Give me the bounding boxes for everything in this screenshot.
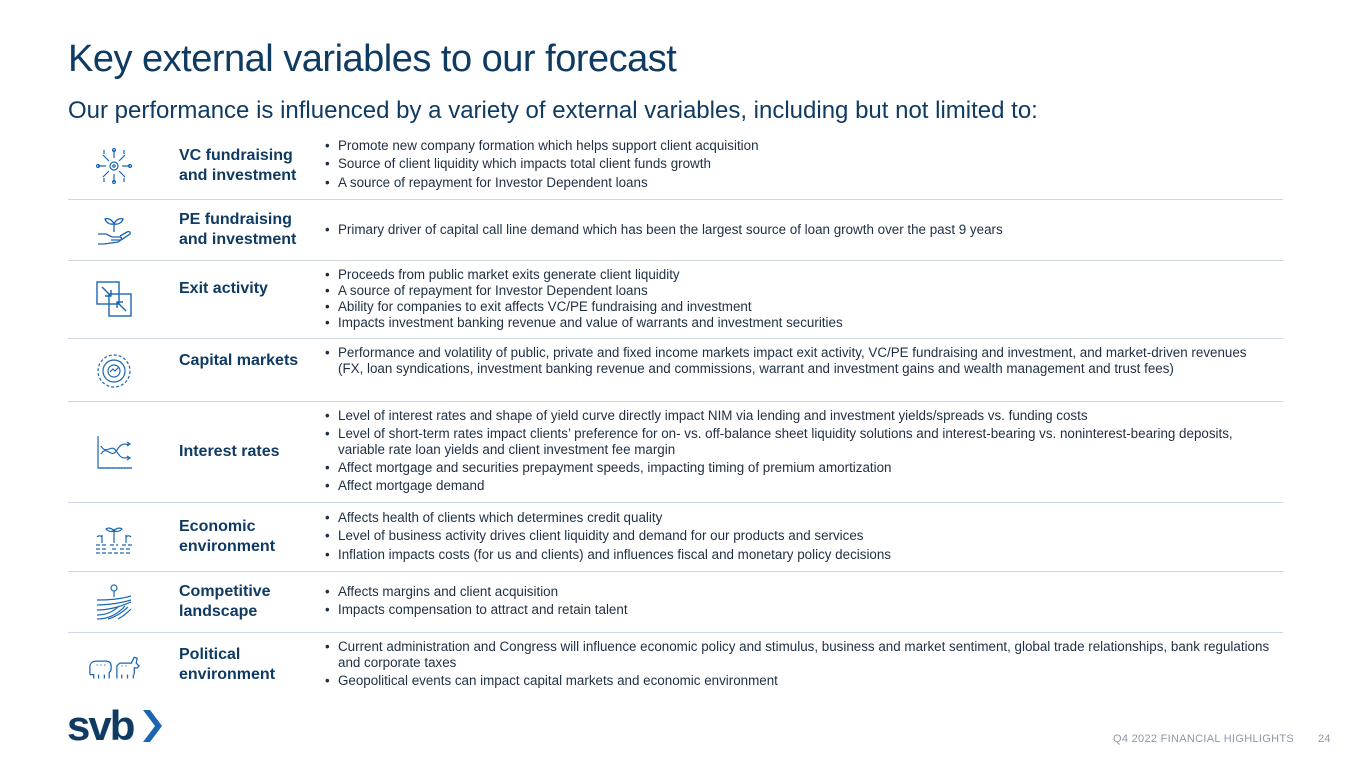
bullet-list (322, 408, 1272, 497)
bullet-list (322, 267, 1272, 333)
table-row (68, 402, 1283, 503)
list-item: • Source of client liquidity which impacts total client funds growth (322, 156, 1272, 172)
list-item: • Current administration and Congress will influence economic policy and stimulus, business and market sentiment, global trade relationships, bank regulations and corporate taxes (322, 639, 1272, 670)
row-label: Capital markets (179, 352, 299, 369)
row-label: VC fundraising and investment (179, 147, 297, 184)
table-row (68, 503, 1283, 572)
elephant-donkey-icon (86, 643, 142, 687)
page-subtitle: Our performance is influenced by a variety of external variables, including but not limited to: (68, 97, 1038, 124)
exit-arrows-icon (92, 277, 136, 321)
list-item: • Level of short-term rates impact clients’ preference for on- vs. off-balance sheet liquidity solutions and interest-bearing vs. noninterest-bearing deposits, variable rate loan yields and client investment fee margin (322, 426, 1272, 457)
page-title: Key external variables to our forecast (68, 38, 677, 80)
economy-sprouts-icon (92, 515, 136, 559)
bullet-list (322, 222, 1272, 240)
list-item: • Ability for companies to exit affects VC/PE fundraising and investment (322, 299, 1272, 315)
list-item: • Proceeds from public market exits generate client liquidity (322, 267, 1272, 283)
list-item: • Impacts investment banking revenue and value of warrants and investment securities (322, 315, 1272, 331)
footer-section-label: Q4 2022 FINANCIAL HIGHLIGHTS (1113, 733, 1294, 745)
table-row (68, 134, 1283, 200)
table-row (68, 200, 1283, 261)
list-item: • Affects margins and client acquisition (322, 584, 1272, 600)
list-item: • Level of interest rates and shape of yield curve directly impact NIM via lending and investment yields/spreads vs. funding costs (322, 408, 1272, 424)
list-item: • Affect mortgage demand (322, 478, 1272, 494)
table-row (68, 633, 1283, 697)
list-item: • A source of repayment for Investor Dependent loans (322, 283, 1272, 299)
list-item: • Primary driver of capital call line demand which has been the largest source of loan growth over the past 9 years (322, 222, 1272, 238)
row-label: Interest rates (179, 443, 280, 460)
list-item: • Impacts compensation to attract and retain talent (322, 602, 1272, 618)
bullet-list (322, 639, 1272, 691)
rate-chart-icon (92, 430, 136, 474)
bullet-list (322, 345, 1272, 379)
market-gauge-icon (92, 349, 136, 393)
row-label: Exit activity (179, 280, 268, 297)
list-item: • Affects health of clients which determines credit quality (322, 510, 1272, 526)
row-label: Economic environment (179, 518, 276, 555)
bullet-list (322, 584, 1272, 621)
table-row (68, 339, 1283, 402)
list-item: • Level of business activity drives client liquidity and demand for our products and services (322, 528, 1272, 544)
logo-wordmark: svb (67, 706, 134, 749)
list-item: • Promote new company formation which helps support client acquisition (322, 138, 1272, 154)
row-label: PE fundraising and investment (179, 211, 297, 248)
hand-plant-icon (92, 208, 136, 252)
row-label: Competitive landscape (179, 583, 271, 620)
list-item: • Geopolitical events can impact capital markets and economic environment (322, 673, 1272, 689)
page-number: 24 (1318, 733, 1331, 745)
table-row (68, 572, 1283, 633)
bullet-list (322, 138, 1272, 193)
list-item: • Inflation impacts costs (for us and clients) and influences fiscal and monetary policy decisions (322, 547, 1272, 563)
list-item: • Performance and volatility of public, private and fixed income markets impact exit activity, VC/PE fundraising and investment, and market-driven revenues (FX, loan syndications, investment banking revenue and commissions, warrant and investment gains and wealth management and trust fees) (322, 345, 1272, 376)
list-item: • Affect mortgage and securities prepayment speeds, impacting timing of premium amortization (322, 460, 1272, 476)
table-row (68, 261, 1283, 339)
landscape-pin-icon (92, 580, 136, 624)
chevron-right-icon (143, 710, 162, 742)
list-item: • A source of repayment for Investor Dependent loans (322, 175, 1272, 191)
bullet-list (322, 510, 1272, 565)
svb-logo (67, 706, 163, 755)
row-label: Political environment (179, 646, 276, 683)
vc-network-icon (92, 144, 136, 188)
